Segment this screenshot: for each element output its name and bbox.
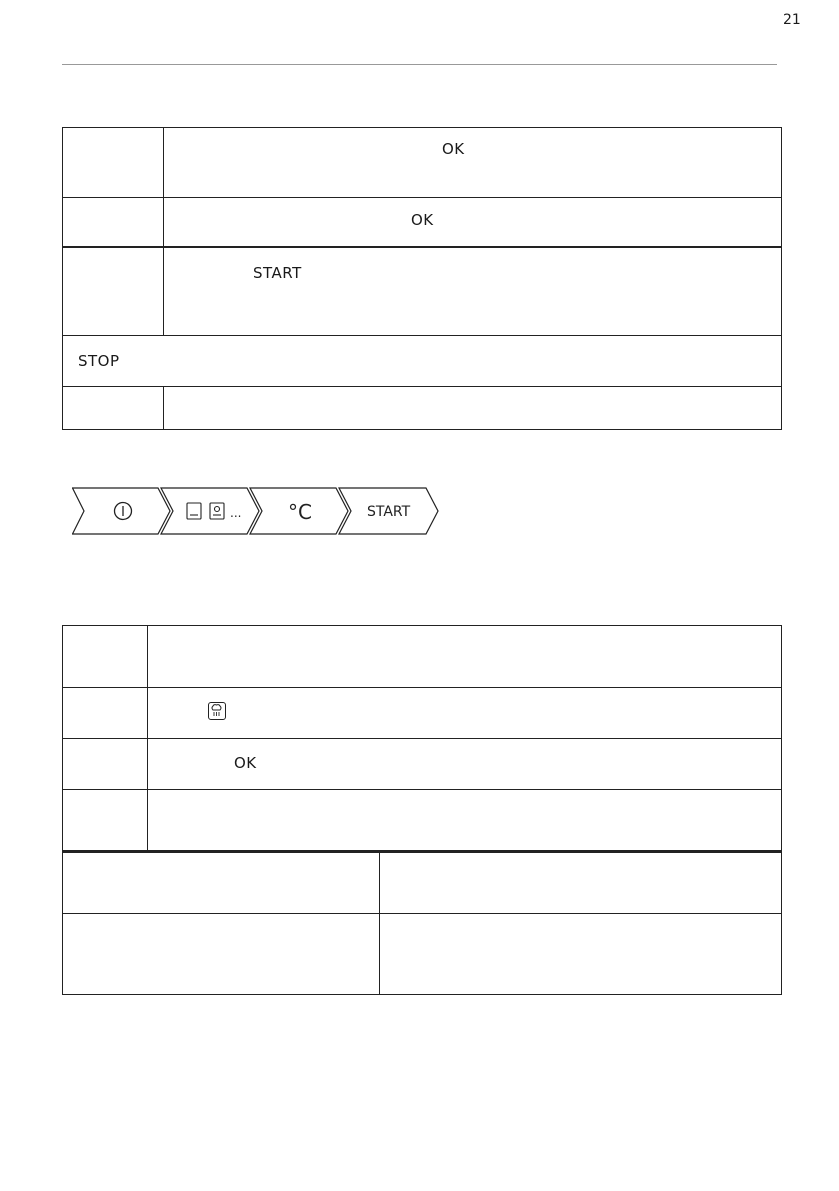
table-row <box>63 913 782 994</box>
steps-table-b <box>62 625 782 851</box>
table-row <box>63 198 782 247</box>
step-cell <box>63 688 148 739</box>
step-cell <box>63 128 164 198</box>
table-row <box>63 247 782 336</box>
info-table <box>62 851 782 995</box>
steam-function-icon <box>208 702 226 720</box>
text-cell <box>148 739 782 790</box>
header-rule <box>62 64 777 65</box>
text-cell <box>164 198 782 247</box>
span-cell <box>63 336 782 387</box>
ok-key-label: OK <box>411 211 434 229</box>
ok-key-label: OK <box>234 754 257 772</box>
table-row <box>63 387 782 430</box>
page-number: 21 <box>783 12 801 28</box>
step-cell <box>63 387 164 430</box>
right-cell <box>380 913 782 994</box>
start-key-label: START <box>253 263 302 282</box>
table-row <box>63 852 782 913</box>
step-cell <box>63 790 148 851</box>
table-row <box>63 336 782 387</box>
sequence-step-1 <box>73 488 171 534</box>
step-cell <box>63 198 164 247</box>
table-row <box>63 739 782 790</box>
sequence-ellipsis: ... <box>230 506 242 520</box>
text-cell <box>148 688 782 739</box>
text-cell <box>164 128 782 198</box>
stop-key-label: STOP <box>78 352 120 370</box>
steps-table-a <box>62 127 782 430</box>
start-step-label: START <box>367 504 411 520</box>
operation-sequence <box>72 487 452 535</box>
table-row <box>63 790 782 851</box>
table-row <box>63 128 782 198</box>
step-cell <box>63 626 148 688</box>
text-cell <box>148 790 782 851</box>
left-cell <box>63 913 380 994</box>
right-cell <box>380 852 782 913</box>
table-row <box>63 626 782 688</box>
ok-key-label: OK <box>442 140 465 158</box>
table-row <box>63 688 782 739</box>
text-cell <box>148 626 782 688</box>
temperature-icon: °C <box>288 500 312 524</box>
left-cell <box>63 852 380 913</box>
text-cell <box>164 247 782 336</box>
step-cell <box>63 739 148 790</box>
step-cell <box>63 247 164 336</box>
text-cell <box>164 387 782 430</box>
